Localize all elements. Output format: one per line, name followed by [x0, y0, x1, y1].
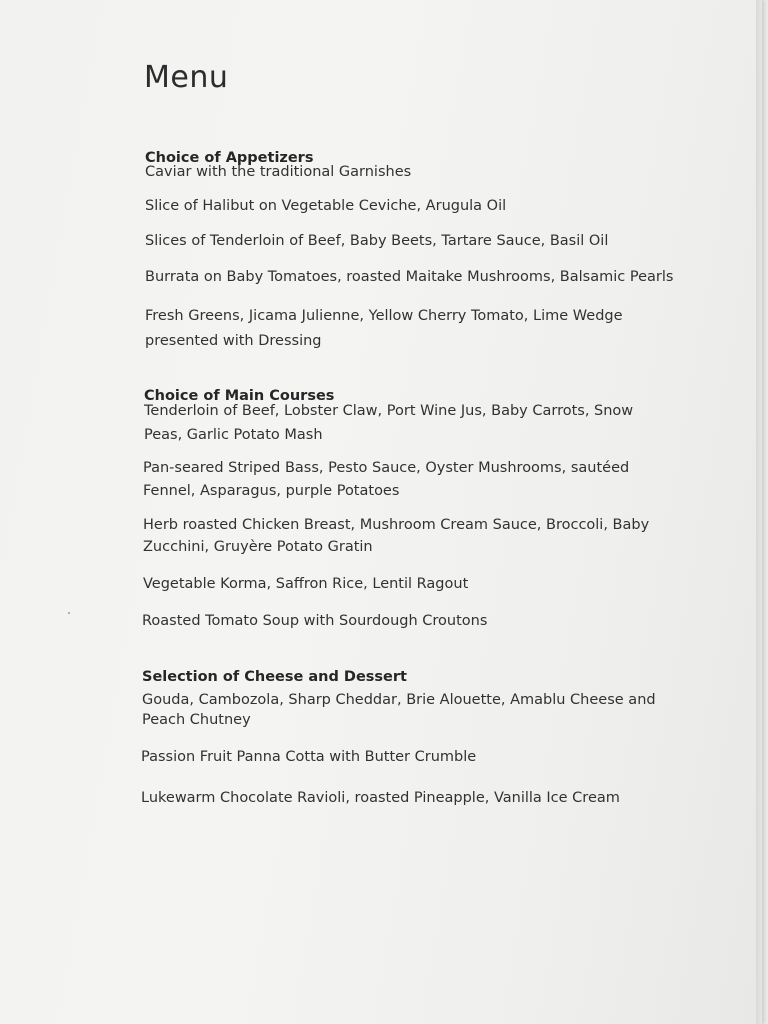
appetizer-item: Slice of Halibut on Vegetable Ceviche, Arugula Oil — [145, 198, 507, 214]
menu-title: Menu — [144, 60, 229, 95]
main-item-continued: Fennel, Asparagus, purple Potatoes — [143, 483, 400, 499]
paper-speck — [68, 612, 70, 614]
main-item: Vegetable Korma, Saffron Rice, Lentil Ragout — [143, 576, 469, 592]
main-item-continued: Peas, Garlic Potato Mash — [144, 427, 323, 443]
appetizer-item-continued: presented with Dressing — [145, 333, 322, 349]
mains-heading: Choice of Main Courses — [144, 388, 335, 404]
main-item-continued: Zucchini, Gruyère Potato Gratin — [143, 539, 373, 555]
dessert-item: Gouda, Cambozola, Sharp Cheddar, Brie Alouette, Amablu Cheese and — [142, 692, 656, 708]
dessert-item: Passion Fruit Panna Cotta with Butter Crumble — [141, 749, 477, 765]
dessert-item: Lukewarm Chocolate Ravioli, roasted Pineapple, Vanilla Ice Cream — [141, 790, 620, 806]
page-edge — [756, 0, 762, 1024]
dessert-item-continued: Peach Chutney — [142, 712, 251, 728]
main-item: Herb roasted Chicken Breast, Mushroom Cream Sauce, Broccoli, Baby — [143, 517, 650, 533]
appetizer-item: Fresh Greens, Jicama Julienne, Yellow Cherry Tomato, Lime Wedge — [145, 308, 623, 324]
desserts-heading: Selection of Cheese and Dessert — [142, 669, 407, 685]
appetizer-item: Burrata on Baby Tomatoes, roasted Maitake Mushrooms, Balsamic Pearls — [145, 269, 674, 285]
appetizer-item: Slices of Tenderloin of Beef, Baby Beets, Tartare Sauce, Basil Oil — [145, 233, 609, 249]
main-item: Roasted Tomato Soup with Sourdough Croutons — [142, 613, 488, 629]
appetizer-item: Caviar with the traditional Garnishes — [145, 164, 412, 180]
main-item: Pan-seared Striped Bass, Pesto Sauce, Oyster Mushrooms, sautéed — [143, 460, 630, 476]
main-item: Tenderloin of Beef, Lobster Claw, Port Wine Jus, Baby Carrots, Snow — [144, 403, 634, 419]
appetizers-heading: Choice of Appetizers — [145, 150, 314, 166]
